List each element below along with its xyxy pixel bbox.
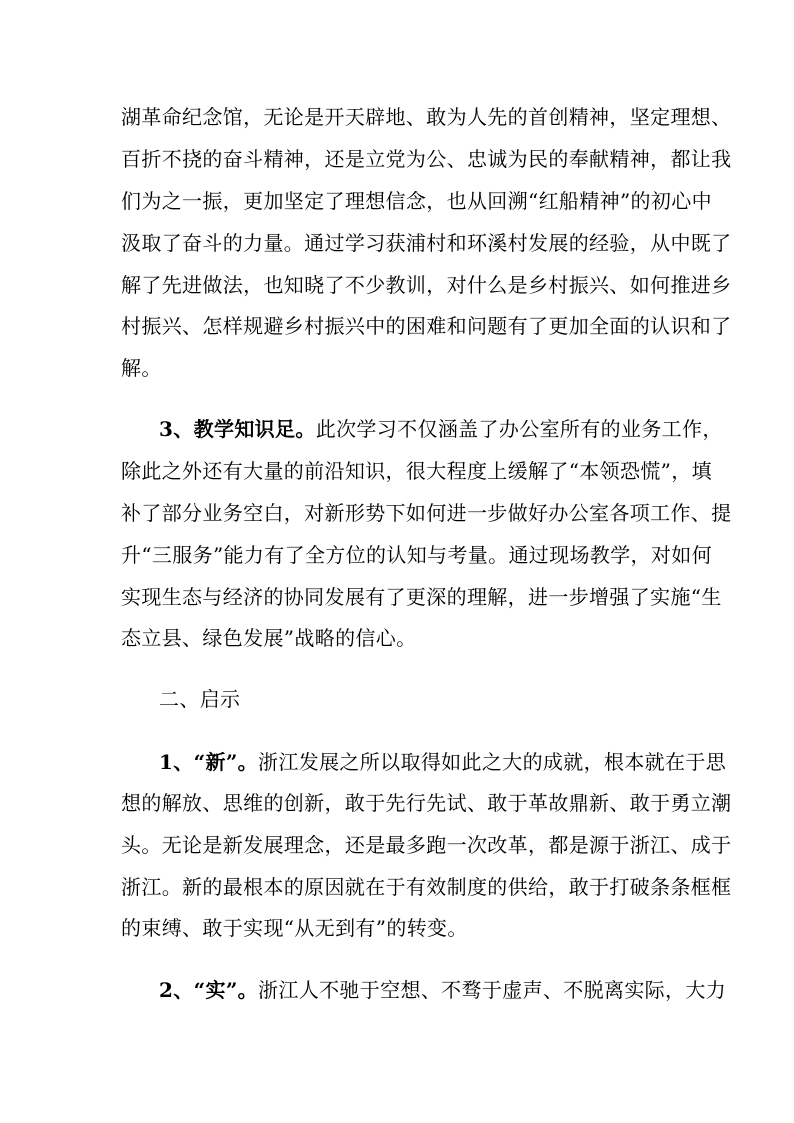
paragraph-3-heading: 1、“新”。	[159, 750, 259, 774]
paragraph-1-line-4: 汲取了奋斗的力量。通过学习获浦村和环溪村发展的经验，从中既了	[121, 231, 732, 255]
paragraph-2-line-4: 升“三服务”能力有了全方位的认知与考量。通过现场教学，对如何	[121, 543, 712, 567]
paragraph-1-line-3: 们为之一振，更加坚定了理想信念，也从回溯“红船精神”的初心中	[121, 189, 712, 213]
paragraph-2-line-2: 除此之外还有大量的前沿知识，很大程度上缓解了“本领恐慌”，填	[121, 459, 712, 483]
paragraph-3-line-4: 浙江。新的最根本的原因就在于有效制度的供给，敢于打破条条框框	[121, 875, 732, 899]
paragraph-3-first-line	[159, 742, 794, 782]
paragraph-2-first-line-text: 此次学习不仅涵盖了办公室所有的业务工作，	[315, 417, 723, 441]
section-heading: 二、启示	[159, 687, 241, 711]
paragraph-1-line-1: 湖革命纪念馆，无论是开天辟地、敢为人先的首创精神，坚定理想、	[121, 105, 732, 129]
paragraph-4-first-line	[159, 970, 794, 1010]
paragraph-4-first-line-text: 浙江人不驰于空想、不骛于虚声、不脱离实际，大力	[258, 978, 727, 1002]
paragraph-1-line-2: 百折不挠的奋斗精神，还是立党为公、忠诚为民的奉献精神，都让我	[121, 147, 732, 171]
paragraph-1-line-7: 解。	[121, 356, 162, 380]
paragraph-1-line-5: 解了先进做法，也知晓了不少教训，对什么是乡村振兴、如何推进乡	[121, 273, 732, 297]
paragraph-3-first-line-text: 浙江发展之所以取得如此之大的成就，根本就在于思	[258, 750, 727, 774]
paragraph-3-line-2: 想的解放、思维的创新，敢于先行先试、敢于革故鼎新、敢于勇立潮	[121, 791, 732, 815]
paragraph-2-line-5: 实现生态与经济的协同发展有了更深的理解，进一步增强了实施“生	[121, 585, 722, 609]
paragraph-3-line-3: 头。无论是新发展理念，还是最多跑一次改革，都是源于浙江、成于	[121, 833, 732, 857]
paragraph-3-line-5: 的束缚、敢于实现“从无到有”的转变。	[121, 916, 468, 940]
paragraph-4-heading: 2、“实”。	[159, 978, 259, 1002]
paragraph-2-first-line	[159, 409, 794, 449]
paragraph-2-line-3: 补了部分业务空白，对新形势下如何进一步做好办公室各项工作、提	[121, 501, 732, 525]
paragraph-2-heading: 3、教学知识足。	[159, 417, 316, 441]
paragraph-2-line-6: 态立县、绿色发展”战略的信心。	[121, 626, 417, 650]
paragraph-1-line-6: 村振兴、怎样规避乡村振兴中的困难和问题有了更加全面的认识和了	[121, 314, 732, 338]
